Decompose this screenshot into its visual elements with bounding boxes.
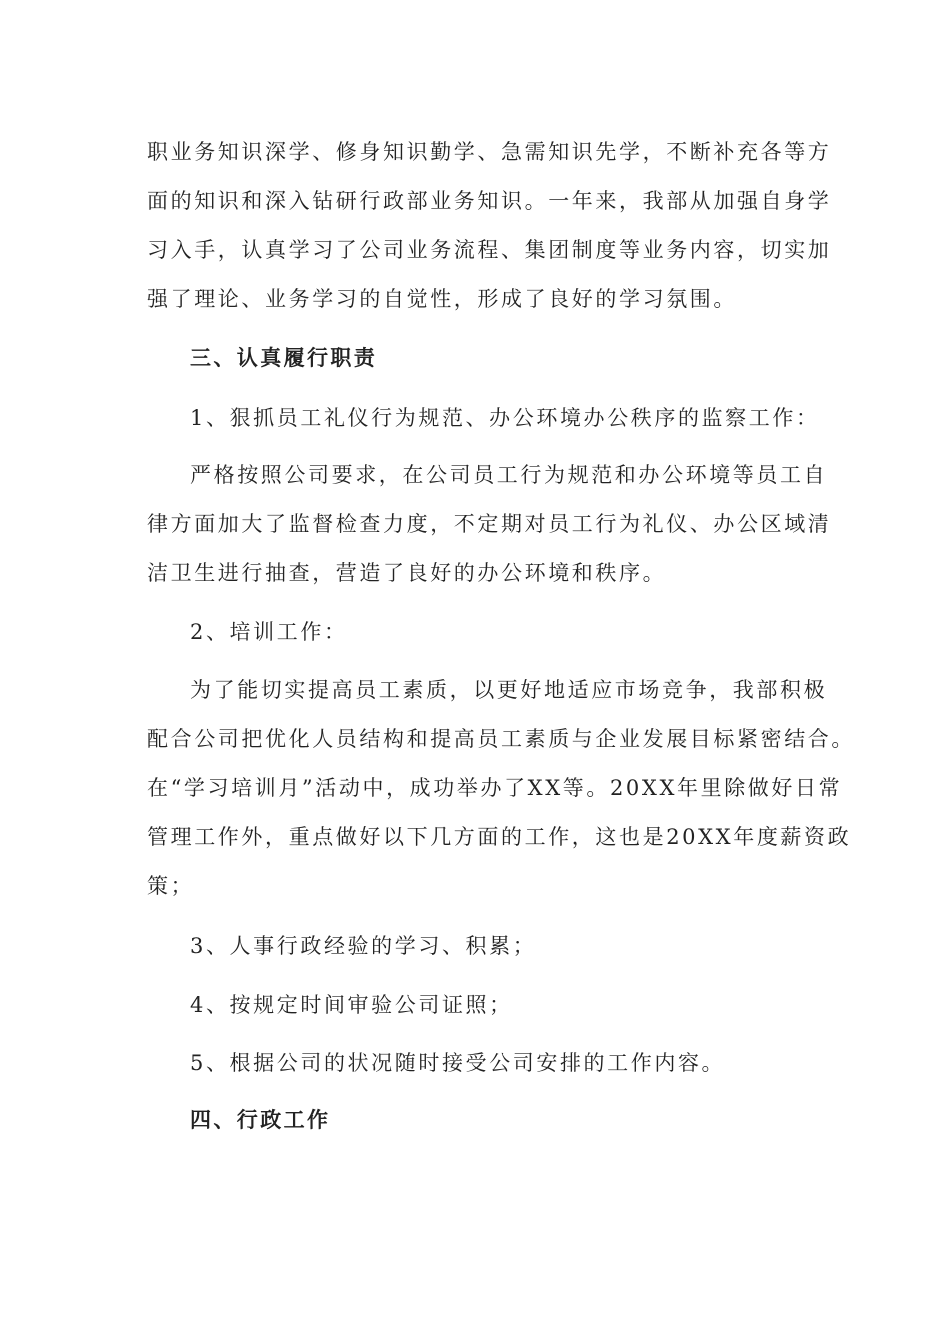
item-4: 4、按规定时间审验公司证照；	[190, 993, 513, 1017]
item-3: 3、人事行政经验的学习、积累；	[190, 934, 537, 958]
item-2-body-line-3: 在“学习培训月”活动中，成功举办了XX等。20XX年里除做好日常	[147, 776, 843, 800]
item-5: 5、根据公司的状况随时接受公司安排的工作内容。	[190, 1051, 726, 1075]
item-2-body-line-2: 配合公司把优化人员结构和提高员工素质与企业发展目标紧密结合。	[147, 727, 855, 751]
item-2-body-line-4: 管理工作外，重点做好以下几方面的工作，这也是20XX年度薪资政	[147, 825, 852, 849]
item-1-body-line-3: 洁卫生进行抽查，营造了良好的办公环境和秩序。	[147, 561, 667, 585]
item-1-body-line-1: 严格按照公司要求，在公司员工行为规范和办公环境等员工自	[190, 463, 828, 487]
intro-line-1: 职业务知识深学、修身知识勤学、急需知识先学，不断补充各等方	[147, 140, 832, 164]
item-2-body-line-1: 为了能切实提高员工素质，以更好地适应市场竞争，我部积极	[190, 678, 828, 702]
section-three-heading: 三、认真履行职责	[190, 345, 378, 370]
item-1-body-line-2: 律方面加大了监督检查力度，不定期对员工行为礼仪、办公区域清	[147, 512, 832, 536]
section-four-heading: 四、行政工作	[190, 1107, 331, 1132]
item-2-title: 2、培训工作：	[190, 620, 348, 644]
item-2-body-line-5: 策；	[147, 874, 195, 898]
intro-line-4: 强了理论、业务学习的自觉性，形成了良好的学习氛围。	[147, 287, 737, 311]
item-1-title: 1、狠抓员工礼仪行为规范、办公环境办公秩序的监察工作：	[190, 406, 820, 430]
intro-line-2: 面的知识和深入钻研行政部业务知识。一年来，我部从加强自身学	[147, 189, 832, 213]
intro-line-3: 习入手，认真学习了公司业务流程、集团制度等业务内容，切实加	[147, 238, 832, 262]
